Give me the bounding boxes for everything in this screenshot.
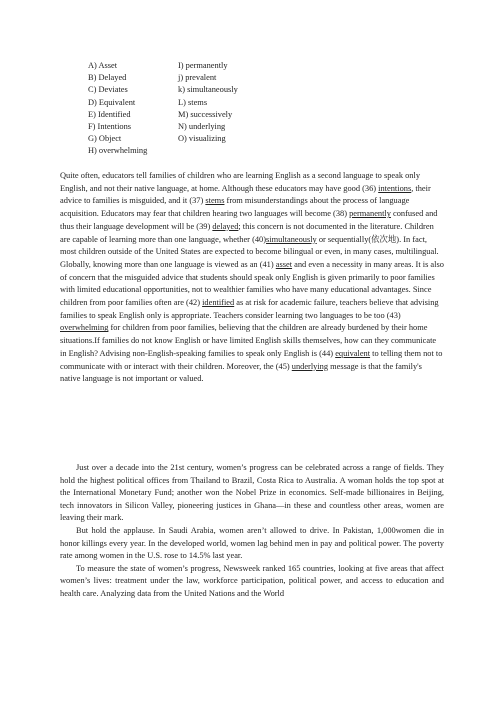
word-bank-option: k) simultaneously	[178, 85, 238, 95]
filled-answer: identified	[202, 298, 235, 308]
word-bank	[88, 60, 238, 158]
word-bank-row	[88, 121, 238, 133]
word-bank-option: G) Object	[88, 134, 122, 144]
passage-text: or sequentially(依次地). In fact, most children outside of the United States are expected to become bilingual or even, in many cases, multilingual. Globally, knowing more than one language is viewed as an (41)	[60, 234, 439, 269]
filled-answer: simultaneously	[266, 234, 317, 244]
filled-answer: stems	[205, 196, 225, 206]
word-bank-row	[88, 145, 238, 157]
filled-answer: underlying	[291, 361, 329, 371]
word-bank-option: I) permanently	[178, 61, 228, 70]
word-bank-option: M) successively	[178, 109, 233, 119]
word-bank-option: L) stems	[178, 97, 208, 107]
filled-answer: asset	[275, 259, 293, 269]
filled-answer: delayed	[212, 221, 239, 231]
word-bank-row	[88, 97, 238, 109]
word-bank-option: N) underlying	[178, 122, 226, 132]
word-bank-row	[88, 133, 238, 145]
filled-answer: intentions	[378, 183, 412, 193]
word-bank-row	[88, 109, 238, 121]
word-bank-option: H) overwhelming	[88, 146, 148, 156]
word-bank-row	[88, 72, 238, 84]
filled-answer: permanently	[349, 209, 391, 219]
word-bank-option: j) prevalent	[178, 73, 217, 83]
cloze-passage	[60, 170, 444, 386]
passage-text: to telling them not to communicate with or interact with their children. Moreover, the (45)	[60, 348, 443, 371]
word-bank-row	[88, 60, 238, 72]
word-bank-option: D) Equivalent	[88, 97, 136, 107]
word-bank-row	[88, 84, 238, 96]
word-bank-option: C) Deviates	[88, 85, 128, 95]
filled-answer: overwhelming	[60, 323, 109, 333]
passage-text: for children from poor families, believing that the children are already burdened by their home situations.If families do not know English or have limited English skills themselves, how can they communicate in English? Advising non-English-speaking families to speak only English is (44)	[60, 323, 437, 358]
passage-text: message is that the family's native language is not important or valued.	[60, 361, 422, 384]
passage-text: from misunderstandings about the process of language acquisition. Educators may fear that children hearing two languages will become (38)	[60, 196, 410, 219]
passage-text: , their advice to families is misguided, and it (37)	[60, 183, 431, 206]
passage-text: and even a necessity in many areas. It is also of concern that the misguided advice that students should speak only English is given primarily to poor families with limited educational opportunities, not to wealthier families who have many educational advantages. Since children from poor families often are (42)	[60, 259, 444, 308]
passage-text: confused and thus their language development will be (39)	[60, 209, 438, 231]
reading-paragraph: But hold the applause. In Saudi Arabia, women aren’t allowed to drive. In Pakistan, 1,000women die in honor killings every year. In the developed world, women lag behind men in pay and political power. The poverty rate among women in the U.S. rose to 14.5% last year.	[60, 525, 444, 561]
passage-text: ; this concern is not documented in the literature. Children are capable of learning more than one language, whether (40)	[60, 221, 434, 244]
word-bank-option: O) visualizing	[178, 134, 226, 144]
cloze-paragraph	[60, 170, 444, 386]
reading-passage	[60, 462, 444, 601]
reading-paragraph: To measure the state of women’s progress, Newsweek ranked 165 countries, looking at five areas that affect women’s lives: treatment under the law, workforce participation, political power, and access to education and health care. Analyzing data from the United Nations and the World	[60, 563, 444, 598]
word-bank-option: A) Asset	[88, 61, 118, 70]
word-bank-option: E) Identified	[88, 109, 131, 119]
passage-text: as at risk for academic failure, teachers believe that advising families to speak English only is appropriate. Teachers consider learning two languages to be too (43)	[60, 298, 439, 320]
word-bank-option: F) Intentions	[88, 122, 132, 132]
reading-paragraph: Just over a decade into the 21st century, women’s progress can be celebrated across a range of fields. They hold the highest political offices from Thailand to Brazil, Costa Rica to Australia. A woman holds the top spot at the International Monetary Fund; another won the Nobel Prize in economics. Self-made billionaires in Beijing, tech innovators in Silicon Valley, pioneering justices in Ghana—in these and countless other areas, women are leaving their mark.	[60, 463, 444, 523]
passage-text: Quite often, educators tell families of children who are learning English as a second language to speak only English, and not their native language, at home. Although these educators may have good (36)	[60, 171, 421, 193]
word-bank-option: B) Delayed	[88, 73, 127, 83]
filled-answer: equivalent	[335, 348, 371, 358]
